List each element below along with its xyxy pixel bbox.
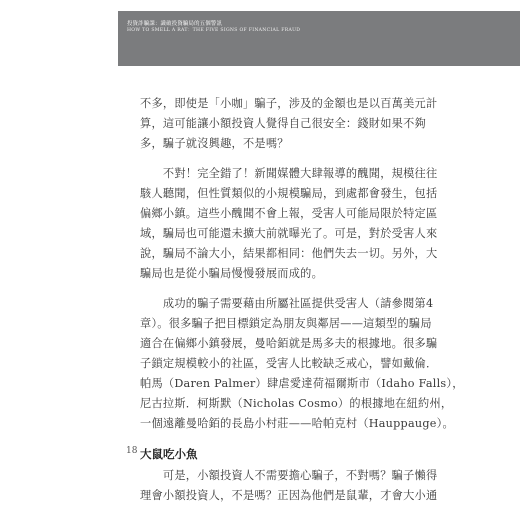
paragraph-1	[140, 94, 458, 154]
text-line: 一個遠離曼哈銆的長島小村莊——哈帕克村（Hauppauge）。	[140, 417, 454, 430]
section-heading: 大鼠吃小魚	[140, 447, 198, 461]
text-line: 成功的騙子需要藉由所屬社區提供受害人（請參閱第4	[140, 297, 434, 310]
running-header-title: 投資詐騙課：識破投資騙局的五個警訊	[127, 21, 223, 27]
text-line: 說，騙局不論大小，結果都相同：他們失去一切。另外，大	[140, 247, 438, 260]
text-line: 帕馬（Daren Palmer）肆虐愛達荷福爾斯市（Idaho Falls），	[140, 377, 464, 390]
text-line: 可是，小額投資人不需要擔心騙子，不對嗎？騙子懶得	[140, 469, 438, 482]
text-line: 駭人聽聞，但性質類似的小規模騙局，到處都會發生，包括	[140, 187, 438, 200]
text-line: 騙局也是從小騙局慢慢發展而成的。	[140, 267, 324, 280]
text-line: 不多，即使是「小咖」騙子，涉及的金額也是以百萬美元計	[140, 97, 438, 110]
text-line: 尼古拉斯．柯斯默（Nicholas Cosmo）的根據地在紐約州，	[140, 397, 453, 410]
text-line: 子鎖定規模較小的社區，受害人比較缺乏戒心，譬如戴倫．	[140, 357, 438, 370]
text-line: 偏鄉小鎮。這些小醜聞不會上報，受害人可能局限於特定區	[140, 207, 438, 220]
paragraph-2	[140, 164, 458, 284]
text-line: 理會小額投資人，不是嗎？正因為他們是鼠輩，才會大小通	[140, 489, 438, 502]
paragraph-3	[140, 294, 464, 434]
text-line: 適合在偏鄉小鎮發展，曼哈銆就是馬多夫的根據地。很多騙	[140, 337, 438, 350]
text-line: 域，騙局也可能還未擴大前就曝光了。可是，對於受害人來	[140, 227, 438, 240]
text-line: 不對！完全錯了！新聞媒體大肆報導的醜聞，規模往往	[140, 167, 438, 180]
running-header-subtitle: HOW TO SMELL A RAT：THE FIVE SIGNS OF FINANCIAL FRAUD	[127, 28, 301, 33]
text-line: 多，騙子就沒興趣，不是嗎？	[140, 137, 289, 150]
page-content	[140, 94, 464, 516]
text-line: 章）。很多騙子把目標鎖定為朋友與鄰居——這類型的騙局	[140, 317, 432, 330]
page-number: 18	[126, 446, 138, 456]
paragraph-4	[140, 466, 458, 506]
text-line: 算，這可能讓小額投資人覺得自己很安全：錢財如果不夠	[140, 117, 426, 130]
